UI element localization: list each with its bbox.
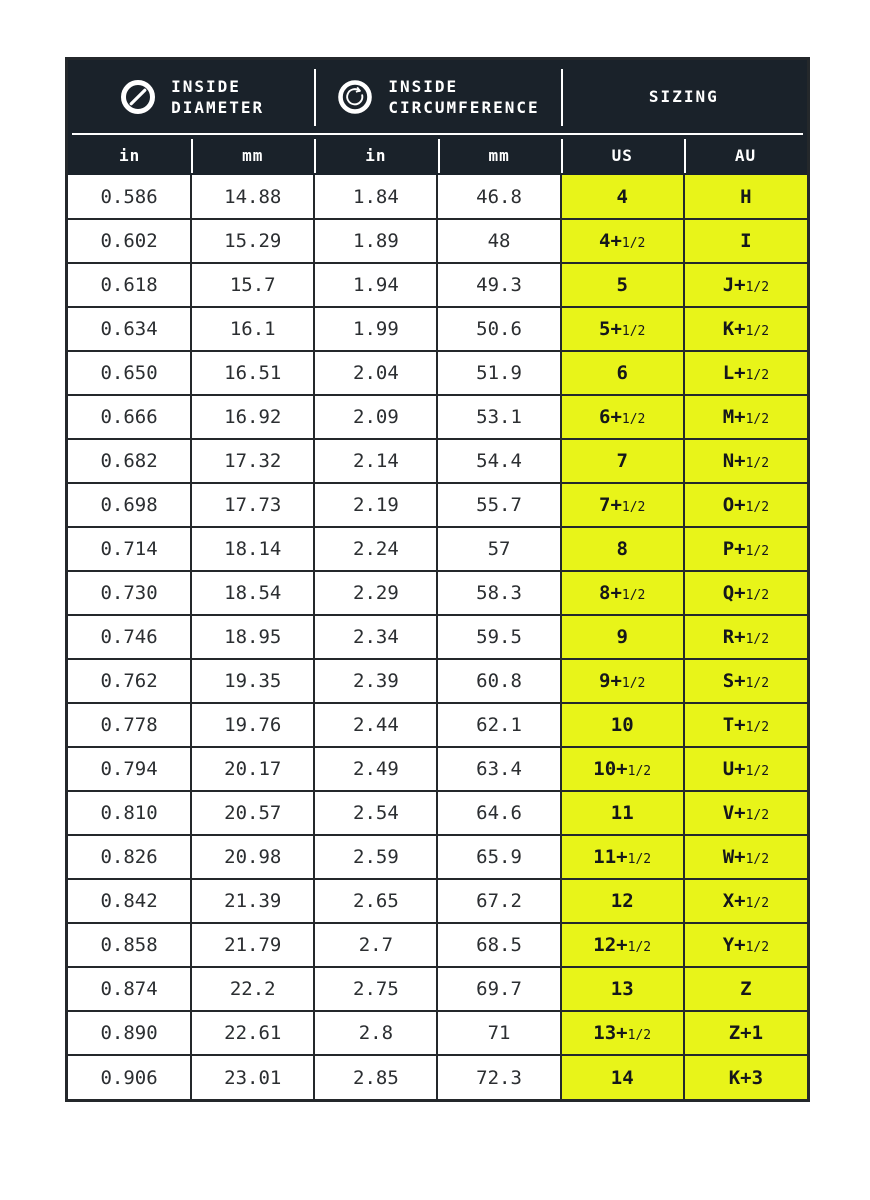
diameter-mm-cell: 22.2 bbox=[191, 967, 314, 1011]
circumference-in-cell: 2.29 bbox=[314, 571, 437, 615]
column-header-us: US bbox=[611, 145, 633, 165]
diameter-in-cell: 0.906 bbox=[68, 1055, 191, 1099]
diameter-mm-cell: 17.73 bbox=[191, 483, 314, 527]
circumference-icon bbox=[335, 77, 375, 117]
size-au-cell: X+1/2 bbox=[684, 879, 807, 923]
header-group-sizing bbox=[561, 60, 807, 133]
diameter-mm-cell: 21.79 bbox=[191, 923, 314, 967]
size-au-cell: Y+1/2 bbox=[684, 923, 807, 967]
table-row bbox=[68, 175, 807, 219]
column-divider bbox=[191, 139, 193, 173]
diameter-in-cell: 0.762 bbox=[68, 659, 191, 703]
column-divider bbox=[314, 139, 316, 173]
table-row bbox=[68, 439, 807, 483]
header-group-inside-circumference bbox=[314, 60, 560, 133]
size-us-cell: 6 bbox=[561, 351, 684, 395]
table-body bbox=[68, 175, 807, 1099]
diameter-in-cell: 0.730 bbox=[68, 571, 191, 615]
circumference-in-cell: 2.7 bbox=[314, 923, 437, 967]
table-row bbox=[68, 571, 807, 615]
circumference-mm-cell: 64.6 bbox=[437, 791, 560, 835]
table-header bbox=[68, 60, 807, 175]
diameter-in-cell: 0.826 bbox=[68, 835, 191, 879]
column-header-circumference-mm: mm bbox=[488, 145, 510, 165]
circumference-mm-cell: 58.3 bbox=[437, 571, 560, 615]
size-us-cell: 13+1/2 bbox=[561, 1011, 684, 1055]
table-row bbox=[68, 1055, 807, 1099]
diameter-in-cell: 0.586 bbox=[68, 175, 191, 219]
diameter-in-cell: 0.634 bbox=[68, 307, 191, 351]
circumference-in-cell: 1.89 bbox=[314, 219, 437, 263]
size-au-cell: T+1/2 bbox=[684, 703, 807, 747]
diameter-mm-cell: 19.35 bbox=[191, 659, 314, 703]
table-row bbox=[68, 219, 807, 263]
column-header-diameter-in: in bbox=[118, 145, 141, 165]
circumference-mm-cell: 68.5 bbox=[437, 923, 560, 967]
diameter-in-cell: 0.666 bbox=[68, 395, 191, 439]
column-divider bbox=[684, 139, 686, 173]
diameter-in-cell: 0.746 bbox=[68, 615, 191, 659]
diameter-mm-cell: 18.54 bbox=[191, 571, 314, 615]
table-row bbox=[68, 835, 807, 879]
size-us-cell: 4+1/2 bbox=[561, 219, 684, 263]
diameter-mm-cell: 20.98 bbox=[191, 835, 314, 879]
circumference-mm-cell: 65.9 bbox=[437, 835, 560, 879]
size-au-cell: H bbox=[684, 175, 807, 219]
table-row bbox=[68, 1011, 807, 1055]
size-au-cell: K+1/2 bbox=[684, 307, 807, 351]
table-row bbox=[68, 395, 807, 439]
size-au-cell: M+1/2 bbox=[684, 395, 807, 439]
table-row bbox=[68, 791, 807, 835]
table-row bbox=[68, 879, 807, 923]
circumference-mm-cell: 57 bbox=[437, 527, 560, 571]
size-au-cell: Z+1 bbox=[684, 1011, 807, 1055]
diameter-mm-cell: 16.1 bbox=[191, 307, 314, 351]
circumference-mm-cell: 46.8 bbox=[437, 175, 560, 219]
header-group-divider bbox=[561, 69, 563, 126]
circumference-in-cell: 2.39 bbox=[314, 659, 437, 703]
circumference-mm-cell: 51.9 bbox=[437, 351, 560, 395]
size-us-cell: 6+1/2 bbox=[561, 395, 684, 439]
circumference-mm-cell: 67.2 bbox=[437, 879, 560, 923]
circumference-in-cell: 2.09 bbox=[314, 395, 437, 439]
diameter-mm-cell: 15.7 bbox=[191, 263, 314, 307]
circumference-mm-cell: 63.4 bbox=[437, 747, 560, 791]
size-us-cell: 9 bbox=[561, 615, 684, 659]
circumference-in-cell: 2.59 bbox=[314, 835, 437, 879]
size-au-cell: P+1/2 bbox=[684, 527, 807, 571]
size-au-cell: K+3 bbox=[684, 1055, 807, 1099]
size-au-cell: U+1/2 bbox=[684, 747, 807, 791]
diameter-in-cell: 0.698 bbox=[68, 483, 191, 527]
column-header-au: AU bbox=[734, 145, 757, 165]
circumference-mm-cell: 53.1 bbox=[437, 395, 560, 439]
table-row bbox=[68, 923, 807, 967]
size-au-cell: W+1/2 bbox=[684, 835, 807, 879]
circumference-mm-cell: 59.5 bbox=[437, 615, 560, 659]
diameter-in-cell: 0.890 bbox=[68, 1011, 191, 1055]
diameter-mm-cell: 14.88 bbox=[191, 175, 314, 219]
diameter-in-cell: 0.682 bbox=[68, 439, 191, 483]
table-row bbox=[68, 967, 807, 1011]
circumference-in-cell: 2.49 bbox=[314, 747, 437, 791]
circumference-mm-cell: 71 bbox=[437, 1011, 560, 1055]
header-group-label: INSIDE DIAMETER bbox=[171, 76, 265, 117]
circumference-mm-cell: 62.1 bbox=[437, 703, 560, 747]
table-row bbox=[68, 527, 807, 571]
circumference-in-cell: 2.14 bbox=[314, 439, 437, 483]
size-us-cell: 12 bbox=[561, 879, 684, 923]
circumference-mm-cell: 60.8 bbox=[437, 659, 560, 703]
circumference-mm-cell: 55.7 bbox=[437, 483, 560, 527]
diameter-mm-cell: 18.14 bbox=[191, 527, 314, 571]
diameter-in-cell: 0.874 bbox=[68, 967, 191, 1011]
ring-size-chart bbox=[65, 57, 810, 1102]
diameter-mm-cell: 17.32 bbox=[191, 439, 314, 483]
circumference-mm-cell: 54.4 bbox=[437, 439, 560, 483]
diameter-mm-cell: 16.51 bbox=[191, 351, 314, 395]
size-us-cell: 5+1/2 bbox=[561, 307, 684, 351]
circumference-in-cell: 1.84 bbox=[314, 175, 437, 219]
header-group-label: SIZING bbox=[648, 87, 719, 106]
size-au-cell: R+1/2 bbox=[684, 615, 807, 659]
size-au-cell: S+1/2 bbox=[684, 659, 807, 703]
diameter-in-cell: 0.778 bbox=[68, 703, 191, 747]
diameter-mm-cell: 18.95 bbox=[191, 615, 314, 659]
circumference-in-cell: 2.04 bbox=[314, 351, 437, 395]
circumference-in-cell: 2.8 bbox=[314, 1011, 437, 1055]
circumference-in-cell: 2.24 bbox=[314, 527, 437, 571]
diameter-in-cell: 0.794 bbox=[68, 747, 191, 791]
size-au-cell: Q+1/2 bbox=[684, 571, 807, 615]
size-us-cell: 10+1/2 bbox=[561, 747, 684, 791]
table-row bbox=[68, 615, 807, 659]
size-au-cell: O+1/2 bbox=[684, 483, 807, 527]
column-header-circumference-in: in bbox=[365, 145, 387, 165]
column-divider bbox=[561, 139, 563, 173]
header-group-divider bbox=[314, 69, 316, 126]
size-au-cell: V+1/2 bbox=[684, 791, 807, 835]
header-groups-row bbox=[68, 60, 807, 133]
size-us-cell: 14 bbox=[561, 1055, 684, 1099]
circumference-in-cell: 2.44 bbox=[314, 703, 437, 747]
column-header-diameter-mm: mm bbox=[242, 145, 264, 165]
diameter-in-cell: 0.714 bbox=[68, 527, 191, 571]
size-us-cell: 9+1/2 bbox=[561, 659, 684, 703]
diameter-mm-cell: 20.17 bbox=[191, 747, 314, 791]
column-divider bbox=[438, 139, 440, 173]
table-row bbox=[68, 703, 807, 747]
size-us-cell: 12+1/2 bbox=[561, 923, 684, 967]
diameter-in-cell: 0.842 bbox=[68, 879, 191, 923]
circumference-in-cell: 2.34 bbox=[314, 615, 437, 659]
size-us-cell: 7+1/2 bbox=[561, 483, 684, 527]
circumference-mm-cell: 48 bbox=[437, 219, 560, 263]
diameter-in-cell: 0.602 bbox=[68, 219, 191, 263]
diameter-mm-cell: 19.76 bbox=[191, 703, 314, 747]
circumference-in-cell: 2.54 bbox=[314, 791, 437, 835]
header-group-label: INSIDE CIRCUMFERENCE bbox=[388, 76, 540, 117]
circumference-in-cell: 1.99 bbox=[314, 307, 437, 351]
size-us-cell: 7 bbox=[561, 439, 684, 483]
size-us-cell: 8 bbox=[561, 527, 684, 571]
circumference-mm-cell: 72.3 bbox=[437, 1055, 560, 1099]
diameter-in-cell: 0.858 bbox=[68, 923, 191, 967]
table-row bbox=[68, 351, 807, 395]
diameter-mm-cell: 23.01 bbox=[191, 1055, 314, 1099]
size-au-cell: J+1/2 bbox=[684, 263, 807, 307]
diameter-mm-cell: 15.29 bbox=[191, 219, 314, 263]
diameter-mm-cell: 20.57 bbox=[191, 791, 314, 835]
circumference-mm-cell: 69.7 bbox=[437, 967, 560, 1011]
table-row bbox=[68, 307, 807, 351]
header-group-inside-diameter bbox=[68, 60, 314, 133]
size-us-cell: 10 bbox=[561, 703, 684, 747]
size-au-cell: L+1/2 bbox=[684, 351, 807, 395]
size-us-cell: 11 bbox=[561, 791, 684, 835]
diameter-mm-cell: 22.61 bbox=[191, 1011, 314, 1055]
diameter-in-cell: 0.618 bbox=[68, 263, 191, 307]
circumference-in-cell: 2.75 bbox=[314, 967, 437, 1011]
diameter-in-cell: 0.810 bbox=[68, 791, 191, 835]
diameter-in-cell: 0.650 bbox=[68, 351, 191, 395]
table-row bbox=[68, 483, 807, 527]
size-us-cell: 13 bbox=[561, 967, 684, 1011]
circumference-mm-cell: 50.6 bbox=[437, 307, 560, 351]
diameter-icon bbox=[118, 77, 158, 117]
column-headers-row bbox=[68, 135, 807, 175]
size-us-cell: 4 bbox=[561, 175, 684, 219]
size-us-cell: 5 bbox=[561, 263, 684, 307]
circumference-in-cell: 2.85 bbox=[314, 1055, 437, 1099]
circumference-in-cell: 2.65 bbox=[314, 879, 437, 923]
table-row bbox=[68, 263, 807, 307]
size-au-cell: Z bbox=[684, 967, 807, 1011]
size-us-cell: 11+1/2 bbox=[561, 835, 684, 879]
diameter-mm-cell: 21.39 bbox=[191, 879, 314, 923]
table-row bbox=[68, 659, 807, 703]
circumference-mm-cell: 49.3 bbox=[437, 263, 560, 307]
size-us-cell: 8+1/2 bbox=[561, 571, 684, 615]
diameter-mm-cell: 16.92 bbox=[191, 395, 314, 439]
size-au-cell: N+1/2 bbox=[684, 439, 807, 483]
size-au-cell: I bbox=[684, 219, 807, 263]
size-table bbox=[68, 175, 807, 1099]
circumference-in-cell: 1.94 bbox=[314, 263, 437, 307]
circumference-in-cell: 2.19 bbox=[314, 483, 437, 527]
table-row bbox=[68, 747, 807, 791]
